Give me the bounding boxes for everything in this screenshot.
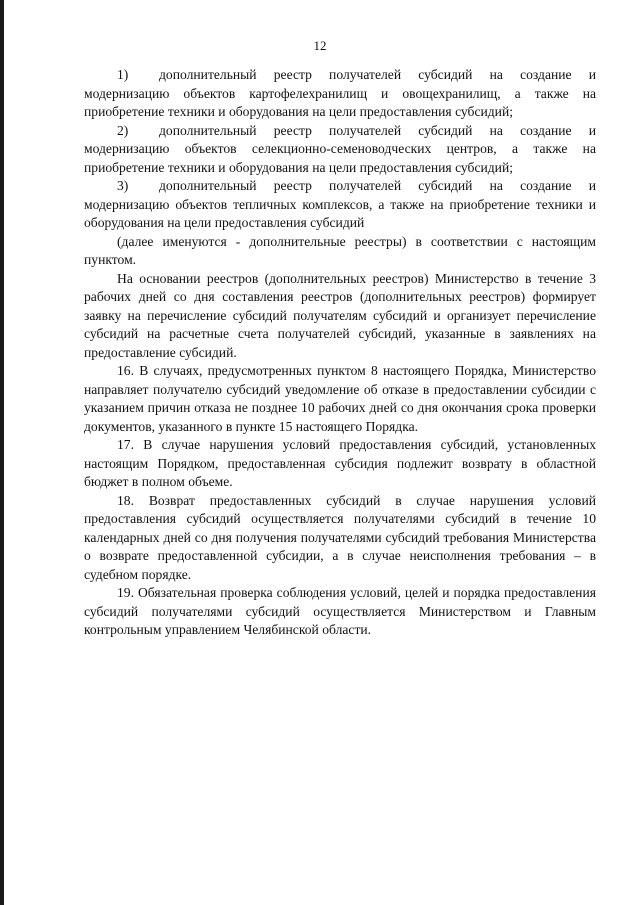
- paragraph-text: 19. Обязательная проверка соблюдения условий, целей и порядка предоставления субсидий получателями субсидий осуществляется Министерством и Главным контрольным управлением Челябинской области.: [84, 585, 596, 637]
- paragraph-18: [84, 492, 596, 585]
- page-number: 12: [313, 38, 327, 53]
- paragraph-17: [84, 436, 596, 492]
- paragraph-text: дополнительный реестр получателей субсидий на создание и модернизацию объектов тепличных комплексов, а также на приобретение техники и оборудования на цели предоставления субсидий: [84, 178, 596, 230]
- paragraph-text: (далее именуются - дополнительные реестры) в соответствии с настоящим пунктом.: [84, 233, 596, 267]
- paragraph-item-1: [84, 66, 596, 122]
- paragraph-item-2: [84, 122, 596, 178]
- document-body: [84, 66, 596, 640]
- paragraph-text: 16. В случаях, предусмотренных пунктом 8 настоящего Порядка, Министерство направляет получателю субсидий уведомление об отказе в предоставлении субсидии с указанием причин отказа не позднее 10 рабочих дней со дня окончания срока проверки документов, указанного в пункте 15 настоящего Порядка.: [84, 363, 596, 434]
- item-number: 1): [117, 67, 129, 82]
- paragraph-19: [84, 584, 596, 640]
- paragraph-item-3: [84, 177, 596, 233]
- item-number: 2): [117, 122, 129, 138]
- paragraph-text: 17. В случае нарушения условий предоставления субсидий, установленных настоящим Порядком, предоставленная субсидия подлежит возврату в областной бюджет в полном объеме.: [84, 437, 596, 489]
- item-number: 3): [117, 178, 129, 193]
- paragraph-registers: [84, 270, 596, 363]
- paragraph-text: На основании реестров (дополнительных реестров) Министерство в течение 3 рабочих дней со дня составления реестров (дополнительных реестров) формирует заявку на перечисление субсидий получателям субсидий и организует перечисление субсидий на расчетные счета получателей субсидий, указанные в заявлениях на предоставление субсидий.: [84, 270, 596, 360]
- paragraph-16: [84, 362, 596, 436]
- paragraph-text: 18. Возврат предоставленных субсидий в случае нарушения условий предоставления субсидий осуществляется получателями субсидий в течение 10 календарных дней со дня получения получателями субсидий требования Министерства о возврате предоставленной субсидии, а в случае неисполнения требования – в судебном порядке.: [84, 492, 596, 582]
- paragraph-definition: [84, 233, 596, 270]
- paragraph-text: дополнительный реестр получателей субсидий на создание и модернизацию объектов картофелехранилищ и овощехранилищ, а также на приобретение техники и оборудования на цели предоставления субсидий;: [84, 67, 596, 119]
- page-edge-rule: [0, 0, 4, 905]
- paragraph-text: дополнительный реестр получателей субсидий на создание и модернизацию объектов селекционно-семеноводческих центров, а также на приобретение техники и оборудования на цели предоставления субсидий;: [84, 122, 596, 175]
